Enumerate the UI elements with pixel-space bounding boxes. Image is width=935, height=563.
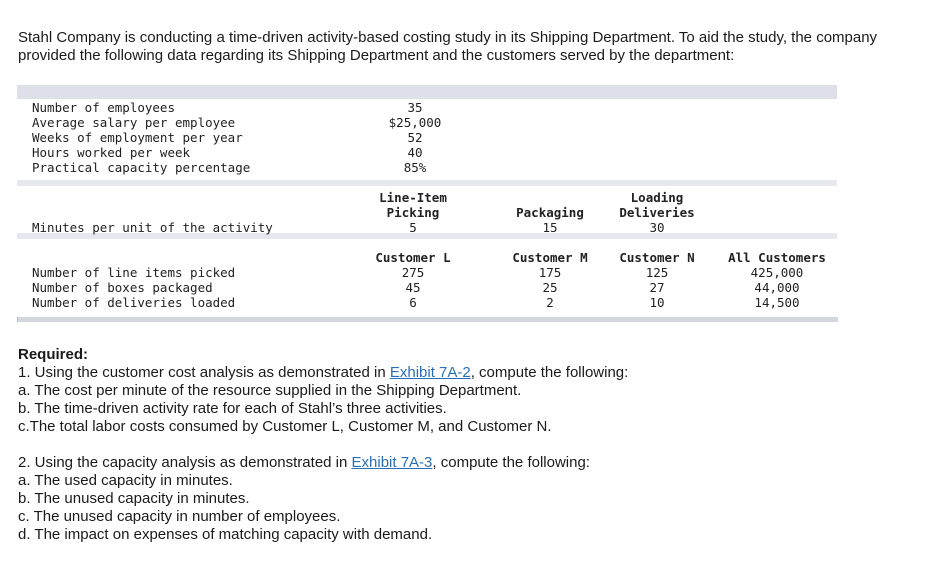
row-label-employees: Number of employees bbox=[32, 100, 175, 115]
table-band-bottom bbox=[17, 317, 838, 322]
value-deliveries-all: 14,500 bbox=[754, 295, 800, 310]
shipping-data-table bbox=[17, 85, 837, 322]
row-label-boxes: Number of boxes packaged bbox=[32, 280, 213, 295]
value-boxes-m: 25 bbox=[542, 280, 558, 295]
header-loading-deliveries-1: Loading bbox=[630, 190, 684, 205]
header-packaging: Packaging bbox=[516, 205, 584, 220]
value-capacity: 85% bbox=[403, 160, 427, 175]
row-label-hours: Hours worked per week bbox=[32, 145, 191, 160]
value-deliveries-n: 10 bbox=[649, 295, 665, 310]
question-2a: a. The used capacity in minutes. bbox=[18, 472, 233, 489]
value-line-items-n: 125 bbox=[645, 265, 669, 280]
question-1 bbox=[18, 364, 918, 382]
table-band-divider bbox=[17, 180, 837, 186]
question-2c: c. The unused capacity in number of employees. bbox=[18, 508, 341, 525]
row-label-salary: Average salary per employee bbox=[32, 115, 236, 130]
header-customer-m: Customer M bbox=[512, 250, 588, 265]
row-label-capacity: Practical capacity percentage bbox=[32, 160, 251, 175]
value-line-items-all: 425,000 bbox=[750, 265, 804, 280]
required-section bbox=[18, 346, 918, 544]
question-2b: b. The unused capacity in minutes. bbox=[18, 490, 250, 507]
question-2d: d. The impact on expenses of matching capacity with demand. bbox=[18, 526, 433, 543]
exhibit-7a-2-link[interactable]: Exhibit 7A-2 bbox=[389, 364, 471, 381]
value-minutes-picking: 5 bbox=[409, 220, 417, 235]
header-customer-l: Customer L bbox=[375, 250, 451, 265]
value-hours: 40 bbox=[407, 145, 423, 160]
value-employees: 35 bbox=[407, 100, 423, 115]
value-boxes-l: 45 bbox=[405, 280, 421, 295]
question-1b: b. The time-driven activity rate for each of Stahl’s three activities. bbox=[18, 400, 447, 417]
exhibit-7a-3-link[interactable]: Exhibit 7A-3 bbox=[351, 454, 433, 471]
intro-paragraph: Stahl Company is conducting a time-driven activity-based costing study in its Shipping Department. To aid the study, the company provided the following data regarding its Shipping Department and the customers served by the department: bbox=[18, 29, 878, 64]
question-2 bbox=[18, 454, 918, 472]
header-loading-deliveries-2: Deliveries bbox=[619, 205, 695, 220]
header-line-item-picking-2: Picking bbox=[386, 205, 440, 220]
value-line-items-m: 175 bbox=[538, 265, 562, 280]
question-2-prefix: 2. Using the capacity analysis as demonstrated in bbox=[18, 454, 352, 471]
table-band-top bbox=[17, 85, 837, 99]
question-2-suffix: , compute the following: bbox=[432, 454, 590, 471]
required-title: Required: bbox=[18, 346, 89, 363]
value-salary: $25,000 bbox=[388, 115, 442, 130]
row-label-line-items: Number of line items picked bbox=[32, 265, 236, 280]
value-weeks: 52 bbox=[407, 130, 423, 145]
header-customer-n: Customer N bbox=[619, 250, 695, 265]
header-line-item-picking-1: Line-Item bbox=[379, 190, 447, 205]
header-all-customers: All Customers bbox=[728, 250, 826, 265]
value-minutes-packaging: 15 bbox=[542, 220, 558, 235]
value-boxes-n: 27 bbox=[649, 280, 665, 295]
question-1a: a. The cost per minute of the resource supplied in the Shipping Department. bbox=[18, 382, 522, 399]
row-label-deliveries: Number of deliveries loaded bbox=[32, 295, 236, 310]
value-minutes-loading: 30 bbox=[649, 220, 665, 235]
question-1c: c.The total labor costs consumed by Customer L, Customer M, and Customer N. bbox=[18, 418, 552, 435]
value-line-items-l: 275 bbox=[401, 265, 425, 280]
value-deliveries-m: 2 bbox=[546, 295, 554, 310]
row-label-minutes-per-unit: Minutes per unit of the activity bbox=[32, 220, 273, 235]
question-1-suffix: , compute the following: bbox=[470, 364, 629, 381]
question-1-prefix: 1. Using the customer cost analysis as demonstrated in bbox=[18, 364, 390, 381]
row-label-weeks: Weeks of employment per year bbox=[32, 130, 243, 145]
value-deliveries-l: 6 bbox=[409, 295, 417, 310]
value-boxes-all: 44,000 bbox=[754, 280, 800, 295]
